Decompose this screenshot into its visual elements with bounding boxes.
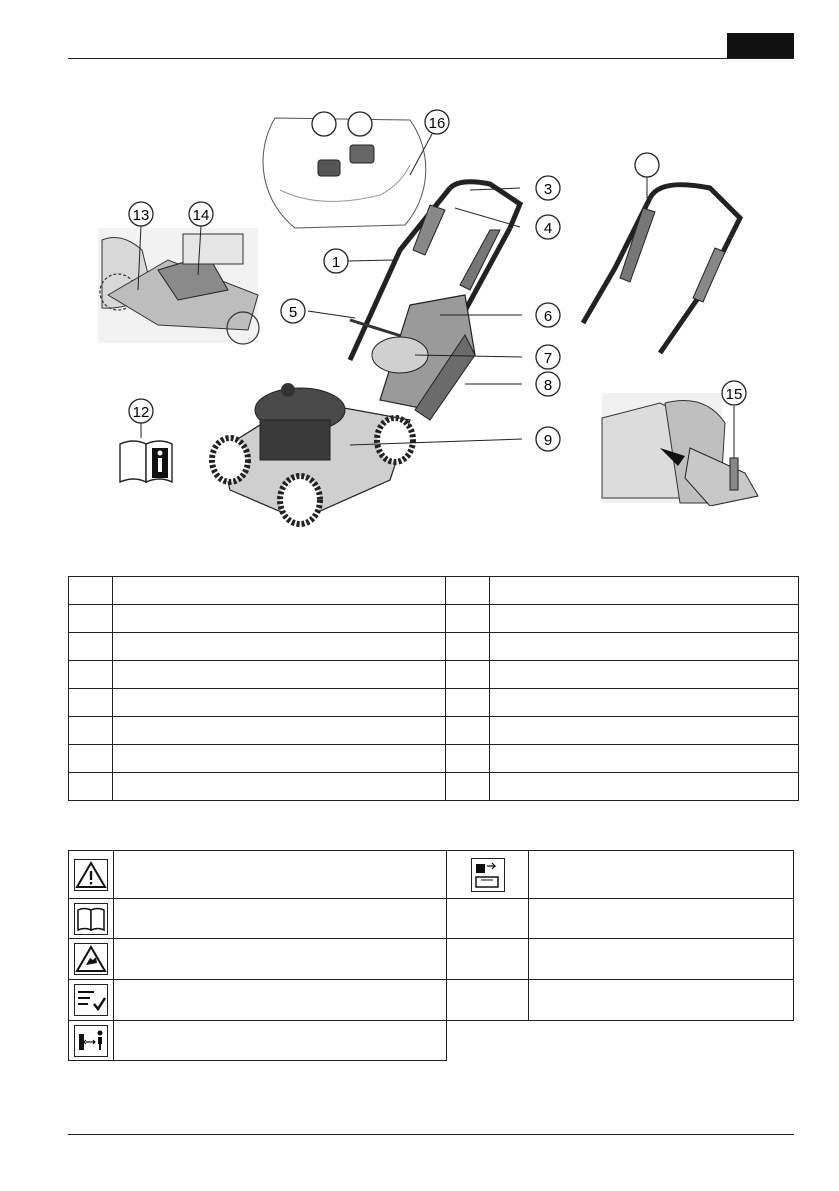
table-cell [69, 745, 113, 773]
callout-16 [425, 110, 449, 134]
svg-text:9: 9 [543, 432, 553, 449]
symbol-description [114, 851, 447, 899]
dispose-properly-check-icon [74, 984, 108, 1016]
callout-blank-b [348, 112, 372, 136]
table-row [69, 899, 794, 939]
table-row [69, 851, 794, 899]
table-cell [490, 745, 799, 773]
table-cell [490, 577, 799, 605]
callout-1 [324, 249, 348, 273]
table-cell [113, 577, 446, 605]
table-cell [490, 717, 799, 745]
callout-7 [536, 345, 560, 369]
table-cell [69, 689, 113, 717]
svg-text:8: 8 [543, 377, 553, 394]
table-cell [490, 661, 799, 689]
table-row [69, 689, 799, 717]
callout-5 [281, 299, 305, 323]
table-cell [69, 633, 113, 661]
symbol-cell [69, 899, 114, 939]
hand-injury-warning-icon [74, 943, 108, 975]
empty-cell [447, 1021, 529, 1061]
svg-text:13: 13 [132, 207, 150, 224]
table-cell [69, 773, 113, 801]
table-cell [113, 745, 446, 773]
table-cell [446, 717, 490, 745]
table-cell [113, 633, 446, 661]
storage-box-arrow-icon [471, 858, 505, 892]
table-cell [446, 605, 490, 633]
symbol-description [114, 1021, 447, 1061]
table-row [69, 773, 799, 801]
warning-triangle-icon [74, 859, 108, 891]
handle-folding-inset [575, 148, 755, 358]
table-cell [490, 633, 799, 661]
svg-text:14: 14 [192, 207, 210, 224]
table-cell [446, 661, 490, 689]
symbol-description [529, 899, 794, 939]
table-cell [69, 577, 113, 605]
callout-12 [129, 399, 153, 423]
symbols-table [68, 850, 794, 1061]
callout-8 [536, 372, 560, 396]
callout-blank-a [312, 112, 336, 136]
symbol-cell [447, 851, 529, 899]
table-cell [113, 689, 446, 717]
table-row [69, 745, 799, 773]
symbol-description [529, 939, 794, 980]
table-row [69, 633, 799, 661]
mulch-plug-inset [600, 378, 760, 506]
symbol-description [114, 980, 447, 1021]
keep-distance-person-icon [74, 1025, 108, 1057]
table-row [69, 605, 799, 633]
wheel-rear-right [377, 418, 413, 462]
symbol-cell [69, 851, 114, 899]
svg-text:1: 1 [331, 254, 341, 271]
callout-3 [536, 176, 560, 200]
svg-text:4: 4 [543, 220, 553, 237]
header-rule [68, 58, 794, 59]
empty-cell [529, 1021, 794, 1061]
lawnmower-overview-figure [200, 100, 570, 530]
svg-text:3: 3 [543, 181, 553, 198]
svg-text:12: 12 [132, 404, 150, 421]
table-row [69, 939, 794, 980]
table-cell [113, 605, 446, 633]
table-cell [446, 745, 490, 773]
table-row [69, 577, 799, 605]
wheel-rear-left [280, 476, 320, 524]
table-cell [113, 717, 446, 745]
table-cell [69, 661, 113, 689]
table-cell [490, 689, 799, 717]
footer-rule [68, 1134, 794, 1135]
svg-text:6: 6 [543, 308, 553, 325]
callout-4 [536, 215, 560, 239]
symbol-cell [69, 980, 114, 1021]
symbol-cell [447, 899, 529, 939]
table-row [69, 1021, 794, 1061]
parts-table [68, 576, 799, 801]
symbol-cell [447, 980, 529, 1021]
symbol-description [529, 851, 794, 899]
table-row [69, 717, 799, 745]
svg-text:5: 5 [288, 304, 298, 321]
callout-blank-c [635, 153, 659, 177]
svg-text:15: 15 [725, 386, 743, 403]
wheel-front-left [212, 438, 248, 482]
symbol-description [114, 899, 447, 939]
table-cell [490, 773, 799, 801]
svg-text:16: 16 [428, 115, 446, 132]
table-cell [69, 605, 113, 633]
callout-9 [536, 427, 560, 451]
table-cell [446, 577, 490, 605]
symbol-cell [69, 1021, 114, 1061]
callout-6 [536, 303, 560, 327]
info-book-icon [120, 441, 172, 482]
table-cell [446, 773, 490, 801]
table-row [69, 980, 794, 1021]
callout-13 [129, 202, 153, 226]
table-row [69, 661, 799, 689]
callout-15 [722, 381, 746, 405]
symbol-description [114, 939, 447, 980]
table-cell [113, 661, 446, 689]
table-cell [69, 717, 113, 745]
language-tab [727, 33, 794, 58]
svg-text:7: 7 [543, 350, 553, 367]
symbol-cell [447, 939, 529, 980]
table-cell [446, 689, 490, 717]
read-manual-inset [116, 396, 178, 488]
table-cell [113, 773, 446, 801]
table-cell [490, 605, 799, 633]
symbol-description [529, 980, 794, 1021]
symbol-cell [69, 939, 114, 980]
read-manual-book-icon [74, 903, 108, 935]
table-cell [446, 633, 490, 661]
